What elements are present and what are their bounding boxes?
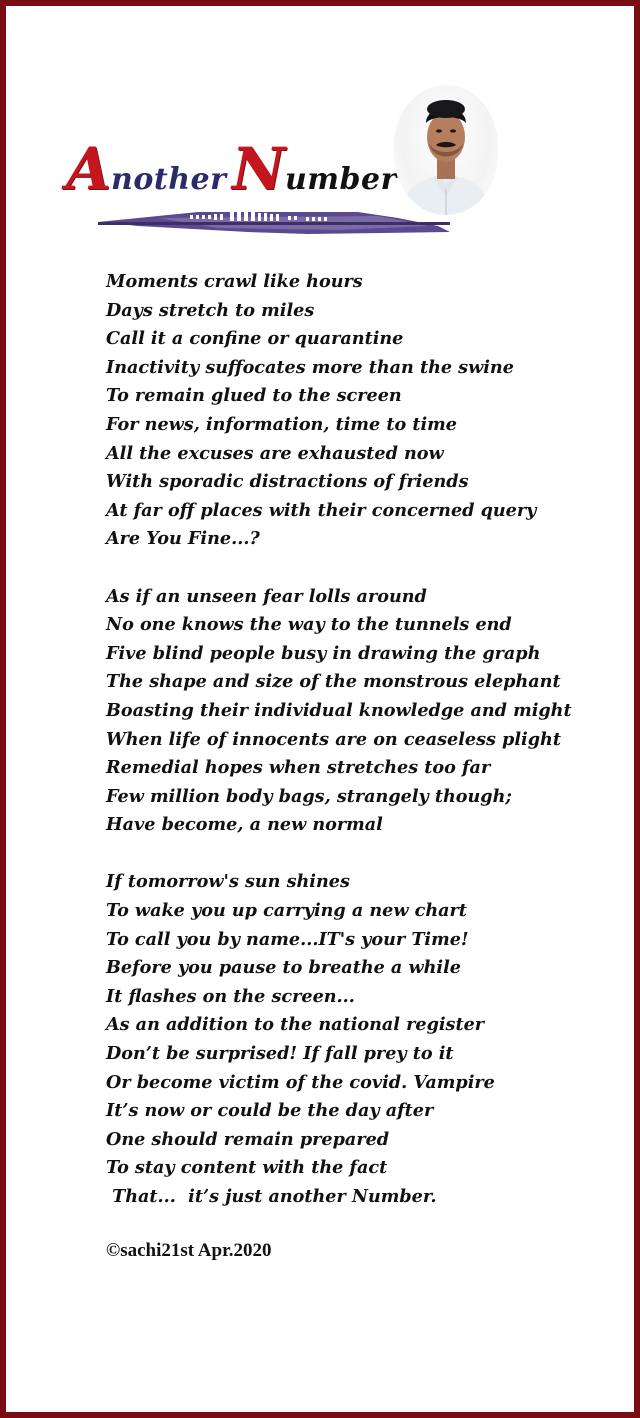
poem-line: The shape and size of the monstrous elephant bbox=[106, 671, 561, 693]
poem-line: Or become victim of the covid. Vampire bbox=[106, 1071, 495, 1093]
copyright-signature: ©sachi21st Apr.2020 bbox=[106, 1240, 272, 1261]
poem-line: For news, information, time to time bbox=[106, 413, 457, 435]
poem-line: Inactivity suffocates more than the swine bbox=[106, 356, 514, 378]
poem-line: One should remain prepared bbox=[106, 1128, 390, 1150]
poem-line: To call you by name...IT's your Time! bbox=[106, 928, 469, 950]
title-initial-a: A bbox=[66, 135, 112, 203]
stanza-3 bbox=[106, 868, 576, 1211]
poem-line: Are You Fine...? bbox=[106, 528, 260, 550]
bridge-logo-graphic bbox=[98, 204, 450, 238]
poem-line: To wake you up carrying a new chart bbox=[106, 900, 467, 922]
poem-line: Moments crawl like hours bbox=[106, 271, 363, 292]
poem-line: Call it a confine or quarantine bbox=[106, 328, 404, 350]
poem-line: It’s now or could be the day after bbox=[106, 1100, 434, 1122]
poem-body bbox=[106, 268, 576, 1212]
poem-line: All the excuses are exhausted now bbox=[106, 442, 444, 464]
poem-line: Days stretch to miles bbox=[106, 299, 315, 321]
stanza-1 bbox=[106, 268, 576, 554]
poem-line: As an addition to the national register bbox=[106, 1014, 485, 1036]
author-photo bbox=[394, 85, 498, 215]
poem-line: Don’t be surprised! If fall prey to it bbox=[106, 1043, 454, 1065]
title-initial-n: N bbox=[231, 135, 285, 203]
poem-line: Boasting their individual knowledge and might bbox=[106, 699, 572, 721]
poem-line: That... it’s just another Number. bbox=[106, 1186, 437, 1207]
poem-line: No one knows the way to the tunnels end bbox=[106, 614, 512, 636]
poem-line: To stay content with the fact bbox=[106, 1157, 388, 1179]
poem-line: Few million body bags, strangely though; bbox=[106, 785, 512, 807]
poem-line: Have become, a new normal bbox=[106, 814, 383, 836]
poem-line: It flashes on the screen... bbox=[106, 985, 355, 1007]
stanza-gap bbox=[106, 554, 576, 583]
stanza-2 bbox=[106, 583, 576, 840]
poem-line: At far off places with their concerned query bbox=[106, 499, 537, 521]
poem-line: Before you pause to breathe a while bbox=[106, 957, 461, 979]
title-word-1: nother bbox=[111, 162, 227, 197]
stanza-gap bbox=[106, 840, 576, 869]
poem-line: Five blind people busy in drawing the graph bbox=[106, 642, 541, 664]
poem-line: As if an unseen fear lolls around bbox=[106, 585, 427, 607]
poem-line: With sporadic distractions of friends bbox=[106, 471, 469, 493]
poem-line: If tomorrow's sun shines bbox=[106, 871, 350, 893]
poem-title bbox=[66, 134, 396, 204]
poem-line: Remedial hopes when stretches too far bbox=[106, 757, 491, 779]
title-word-2: umber bbox=[285, 162, 397, 197]
poem-line: To remain glued to the screen bbox=[106, 385, 402, 407]
poem-line: When life of innocents are on ceaseless plight bbox=[106, 728, 561, 750]
